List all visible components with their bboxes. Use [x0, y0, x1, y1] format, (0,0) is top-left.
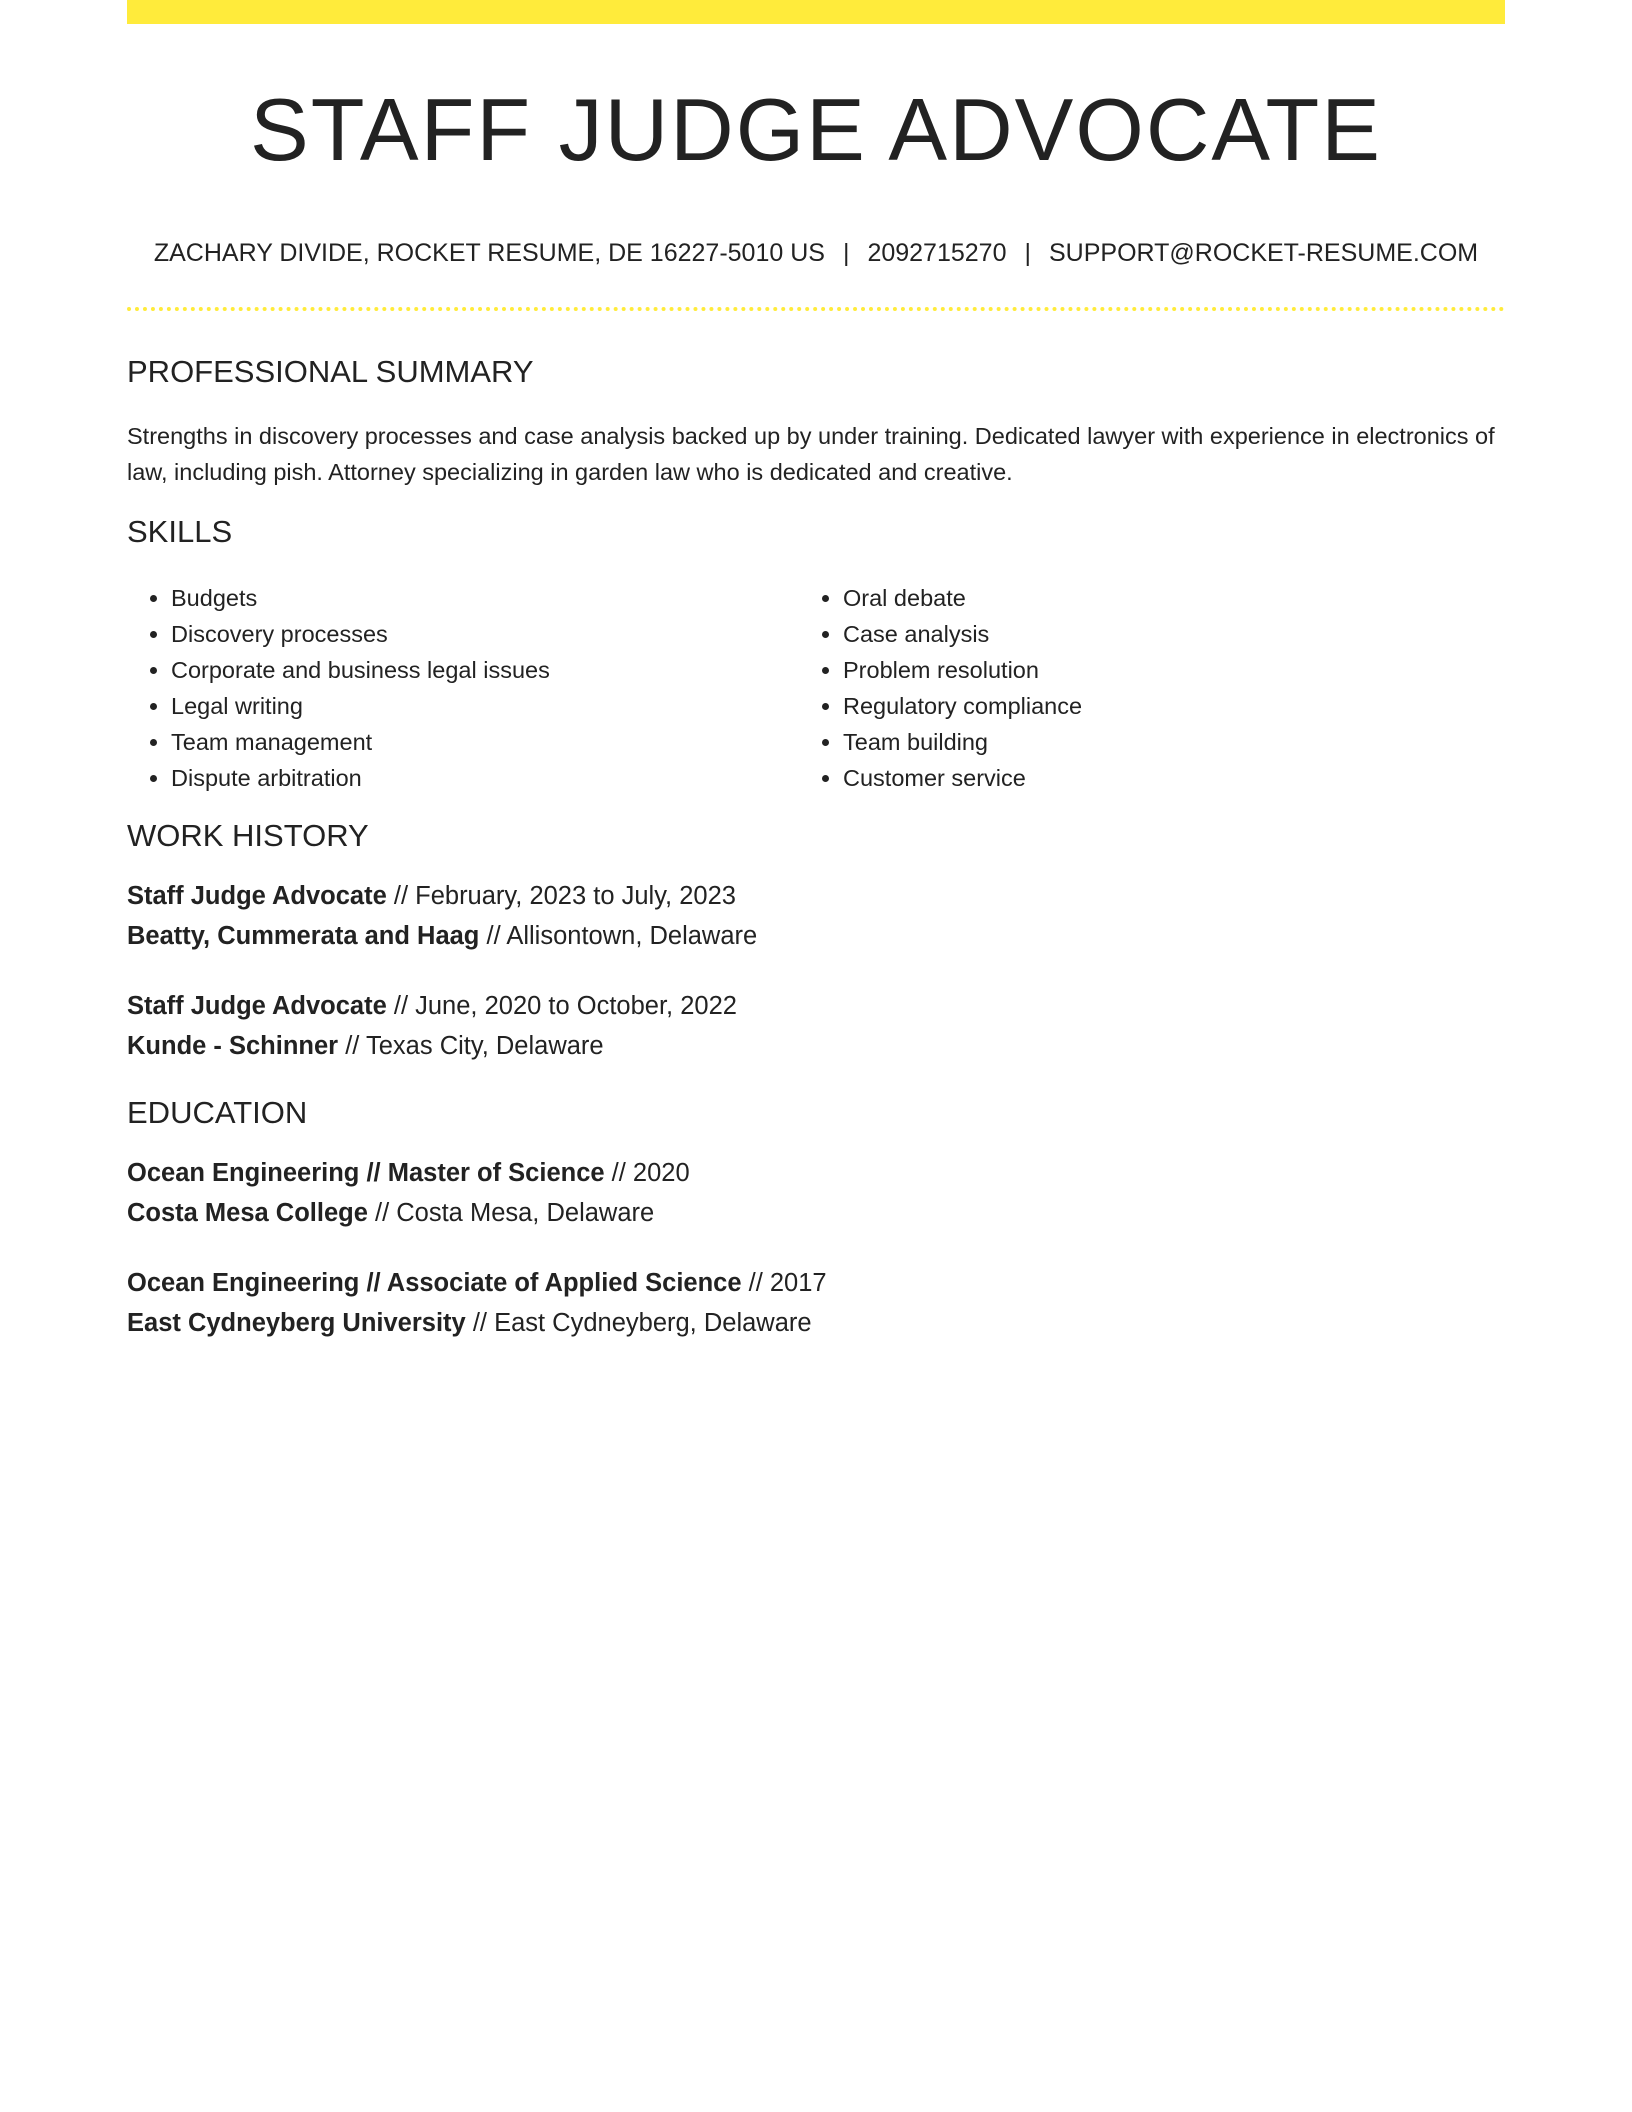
skills-list-left [127, 580, 791, 796]
skill-item: • Legal writing [171, 688, 791, 724]
job-company: Kunde - Schinner [127, 1032, 339, 1060]
resume-name-title: STAFF JUDGE ADVOCATE [250, 80, 1382, 179]
skills-list-right [799, 580, 1463, 796]
education-location: // East Cydneyberg, Delaware [472, 1309, 812, 1337]
summary-heading: PROFESSIONAL SUMMARY [127, 354, 534, 389]
skill-item: • Team management [171, 724, 791, 760]
skill-item: • Team building [843, 724, 1463, 760]
skill-item: • Corporate and business legal issues [171, 652, 791, 688]
accent-top-bar [127, 0, 1505, 24]
skill-item: • Customer service [843, 760, 1463, 796]
skills-heading: SKILLS [127, 514, 233, 549]
contact-email: SUPPORT@ROCKET-RESUME.COM [1048, 239, 1479, 267]
contact-phone: 2092715270 [867, 239, 1007, 267]
education-school-line [127, 1303, 812, 1343]
work-history-heading: WORK HISTORY [127, 818, 369, 853]
education-school: Costa Mesa College [127, 1199, 368, 1227]
education-heading: EDUCATION [127, 1095, 308, 1130]
education-year: // 2017 [748, 1269, 827, 1297]
skill-item: • Oral debate [843, 580, 1463, 616]
resume-page [127, 0, 1505, 2112]
skill-item: • Problem resolution [843, 652, 1463, 688]
job-dates: // February, 2023 to July, 2023 [393, 882, 736, 910]
skill-item: • Case analysis [843, 616, 1463, 652]
education-year: // 2020 [611, 1159, 690, 1187]
job-company: Beatty, Cummerata and Haag [127, 922, 480, 950]
education-school: East Cydneyberg University [127, 1309, 466, 1337]
education-location: // Costa Mesa, Delaware [375, 1199, 655, 1227]
skill-item: • Regulatory compliance [843, 688, 1463, 724]
education-degree-line [127, 1153, 690, 1193]
skill-item: • Dispute arbitration [171, 760, 791, 796]
job-title-line [127, 986, 737, 1026]
job-title-line [127, 876, 736, 916]
education-school-line [127, 1193, 654, 1233]
contact-address: ZACHARY DIVIDE, ROCKET RESUME, DE 16227-5010 US [153, 239, 825, 267]
job-company-line [127, 1026, 604, 1066]
job-position: Staff Judge Advocate [127, 992, 387, 1020]
summary-text: Strengths in discovery processes and case analysis backed up by under training. Dedicated lawyer with experience in electronics of law, including pish. Attorney specializing in garden law who is dedicated and creative. [127, 423, 1495, 485]
dotted-divider [127, 307, 1505, 311]
contact-line [127, 236, 1505, 270]
contact-separator: | [1024, 239, 1031, 267]
skill-item: • Budgets [171, 580, 791, 616]
education-degree: Ocean Engineering // Master of Science [127, 1159, 605, 1187]
job-position: Staff Judge Advocate [127, 882, 387, 910]
education-degree-line [127, 1263, 827, 1303]
job-dates: // June, 2020 to October, 2022 [393, 992, 737, 1020]
job-location: // Allisontown, Delaware [486, 922, 758, 950]
education-degree: Ocean Engineering // Associate of Applied Science [127, 1269, 742, 1297]
contact-separator: | [842, 239, 850, 267]
job-location: // Texas City, Delaware [345, 1032, 604, 1060]
skill-item: • Discovery processes [171, 616, 791, 652]
job-company-line [127, 916, 757, 956]
